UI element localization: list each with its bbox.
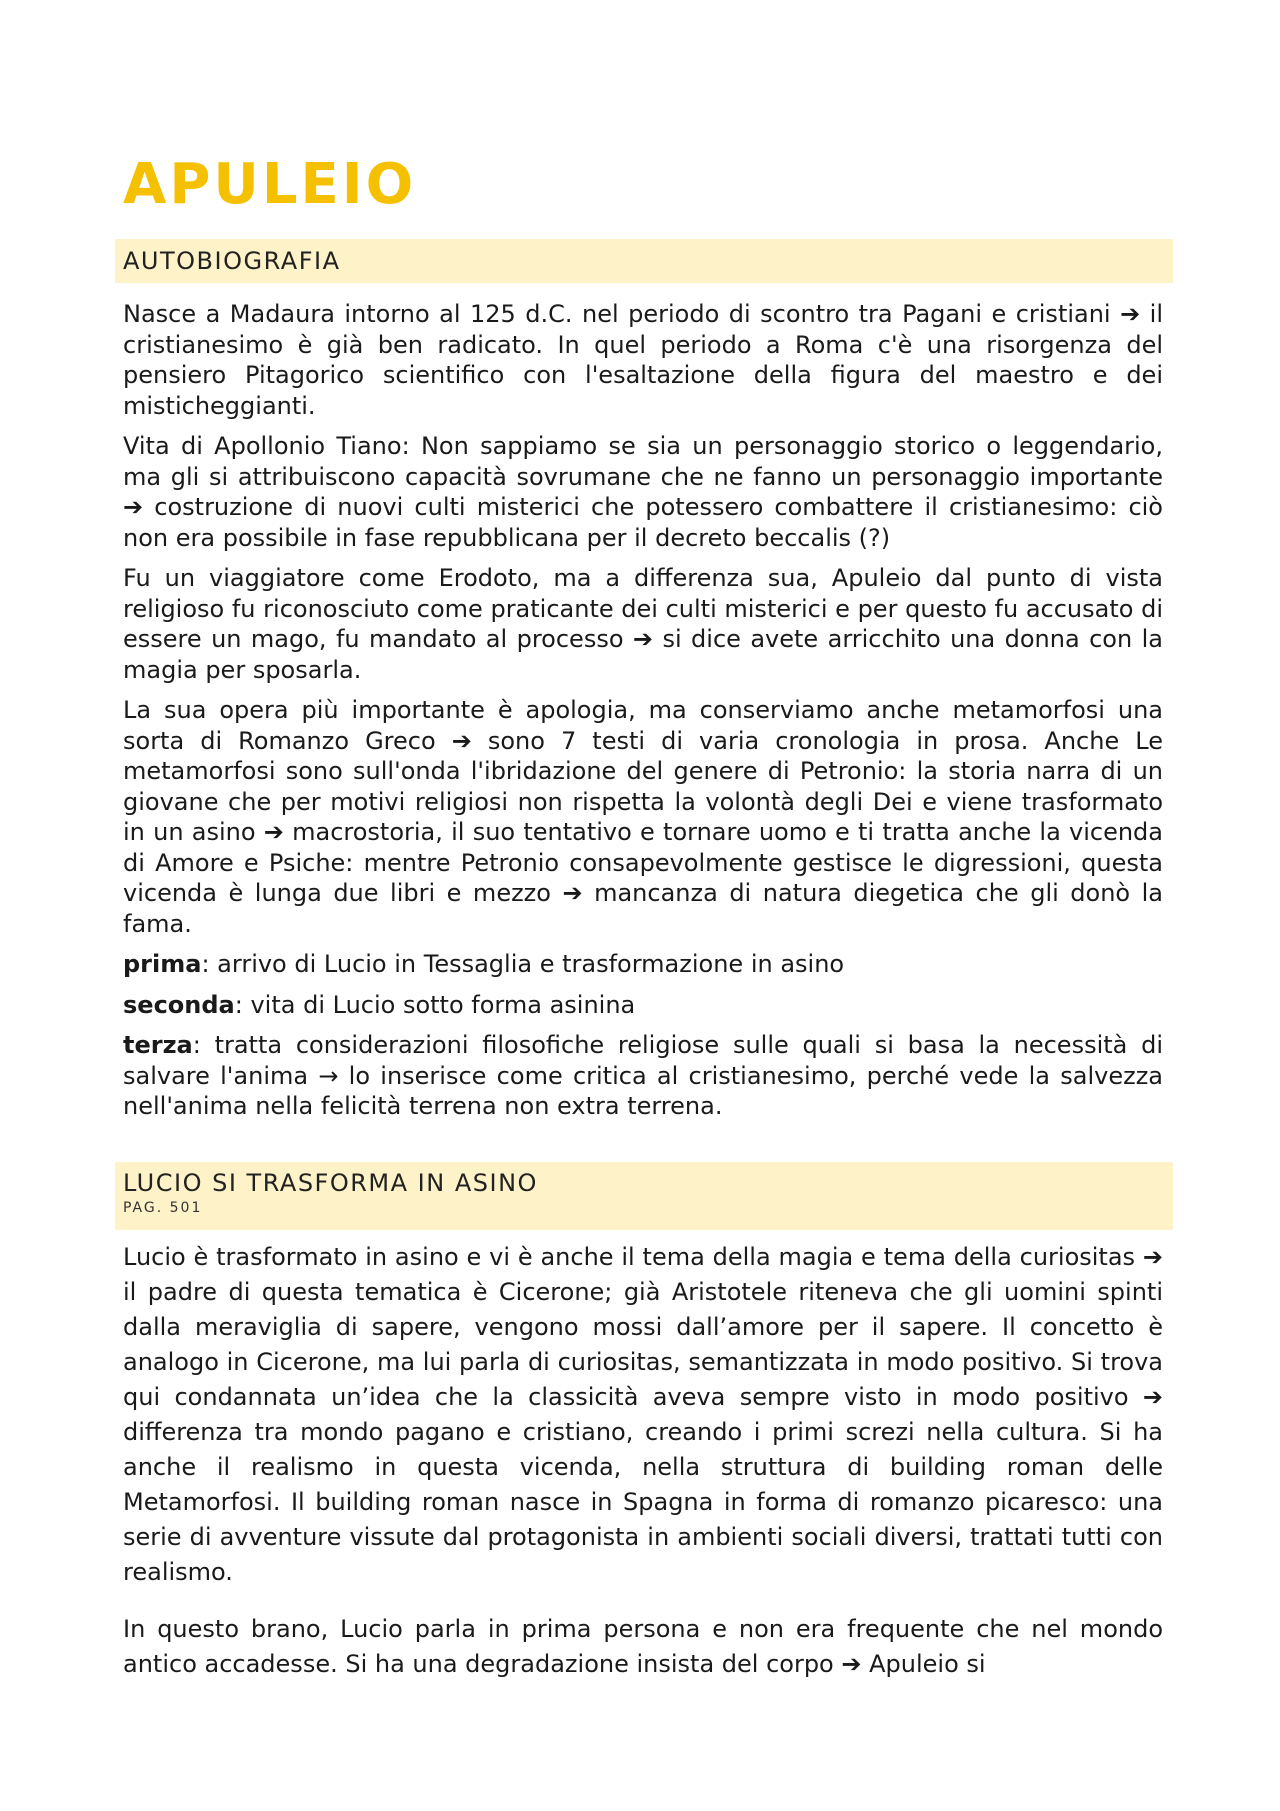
- document-title: APULEIO: [123, 152, 417, 217]
- term-label: prima: [123, 950, 202, 978]
- section-heading-lucio: [115, 1162, 1173, 1230]
- list-item: [123, 990, 1163, 1021]
- term-text: : arrivo di Lucio in Tessaglia e trasformazione in asino: [201, 950, 845, 978]
- paragraph: La sua opera più importante è apologia, ma conserviamo anche metamorfosi una sorta di Romanzo Greco ➔ sono 7 testi di varia cronologia in prosa. Anche Le metamorfosi sono sull'onda l'ibridazione del genere di Petronio: la storia narra di un giovane che per motivi religiosi non rispetta la volontà degli Dei e viene trasformato in un asino ➔ macrostoria, il suo tentativo e tornare uomo e ti tratta anche la vicenda di Amore e Psiche: mentre Petronio consapevolmente gestisce le digressioni, questa vicenda è lunga due libri e mezzo ➔ mancanza di natura diegetica che gli donò la fama.: [123, 696, 1163, 938]
- term-label: seconda: [123, 990, 235, 1019]
- list-item: [123, 949, 1163, 980]
- section-lucio-body: [123, 1240, 1163, 1682]
- term-text: : tratta considerazioni filosofiche religiose sulle quali si basa la necessità di salvare l'anima → lo inserisce come critica al cristianesimo, perché vede la salvezza nell'anima nella felicità terrena non extra terrena.: [123, 1031, 1163, 1120]
- list-item: [123, 1030, 1163, 1122]
- paragraph: Fu un viaggiatore come Erodoto, ma a differenza sua, Apuleio dal punto di vista religioso fu riconosciuto come praticante dei culti misterici e per questo fu accusato di essere un mago, fu mandato al processo ➔ si dice avete arricchito una donna con la magia per sposarla.: [123, 564, 1163, 684]
- paragraph: Vita di Apollonio Tiano: Non sappiamo se sia un personaggio storico o leggendario, ma gli si attribuiscono capacità sovrumane che ne fanno un personaggio importante ➔ costruzione di nuovi culti misterici che potessero combattere il cristianesimo: ciò non era possibile in fase repubblicana per il decreto beccalis (?): [123, 432, 1163, 552]
- term-label: terza: [123, 1031, 193, 1059]
- section-heading-label: AUTOBIOGRAFIA: [123, 247, 341, 275]
- section-page-ref: PAG. 501: [123, 1200, 203, 1216]
- paragraph: In questo brano, Lucio parla in prima persona e non era frequente che nel mondo antico accadesse. Si ha una degradazione insista del corpo ➔ Apuleio si: [123, 1615, 1163, 1678]
- paragraph: Nasce a Madaura intorno al 125 d.C. nel periodo di scontro tra Pagani e cristiani ➔ il cristianesimo è già ben radicato. In quel periodo a Roma c'è una risorgenza del pensiero Pitagorico scientifico con l'esaltazione della figura del maestro e dei misticheggianti.: [123, 300, 1163, 420]
- section-heading-label: LUCIO SI TRASFORMA IN ASINO: [123, 1169, 538, 1197]
- section-autobiografia-body: [123, 299, 1163, 1132]
- term-text: : vita di Lucio sotto forma asinina: [234, 990, 636, 1019]
- section-heading-autobiografia: [115, 239, 1173, 283]
- paragraph: Lucio è trasformato in asino e vi è anche il tema della magia e tema della curiositas ➔ il padre di questa tematica è Cicerone; già Aristotele riteneva che gli uomini spinti dalla meraviglia di sapere, vengono mossi dall’amore per il sapere. Il concetto è analogo in Cicerone, ma lui parla di curiositas, semantizzata in modo positivo. Si trova qui condannata un’idea che la classicità aveva sempre visto in modo positivo ➔ differenza tra mondo pagano e cristiano, creando i primi screzi nella cultura. Si ha anche il realismo in questa vicenda, nella struttura di building roman delle Metamorfosi. Il building roman nasce in Spagna in forma di romanzo picaresco: una serie di avventure vissute dal protagonista in ambienti sociali diversi, trattati tutti con realismo.: [123, 1243, 1163, 1586]
